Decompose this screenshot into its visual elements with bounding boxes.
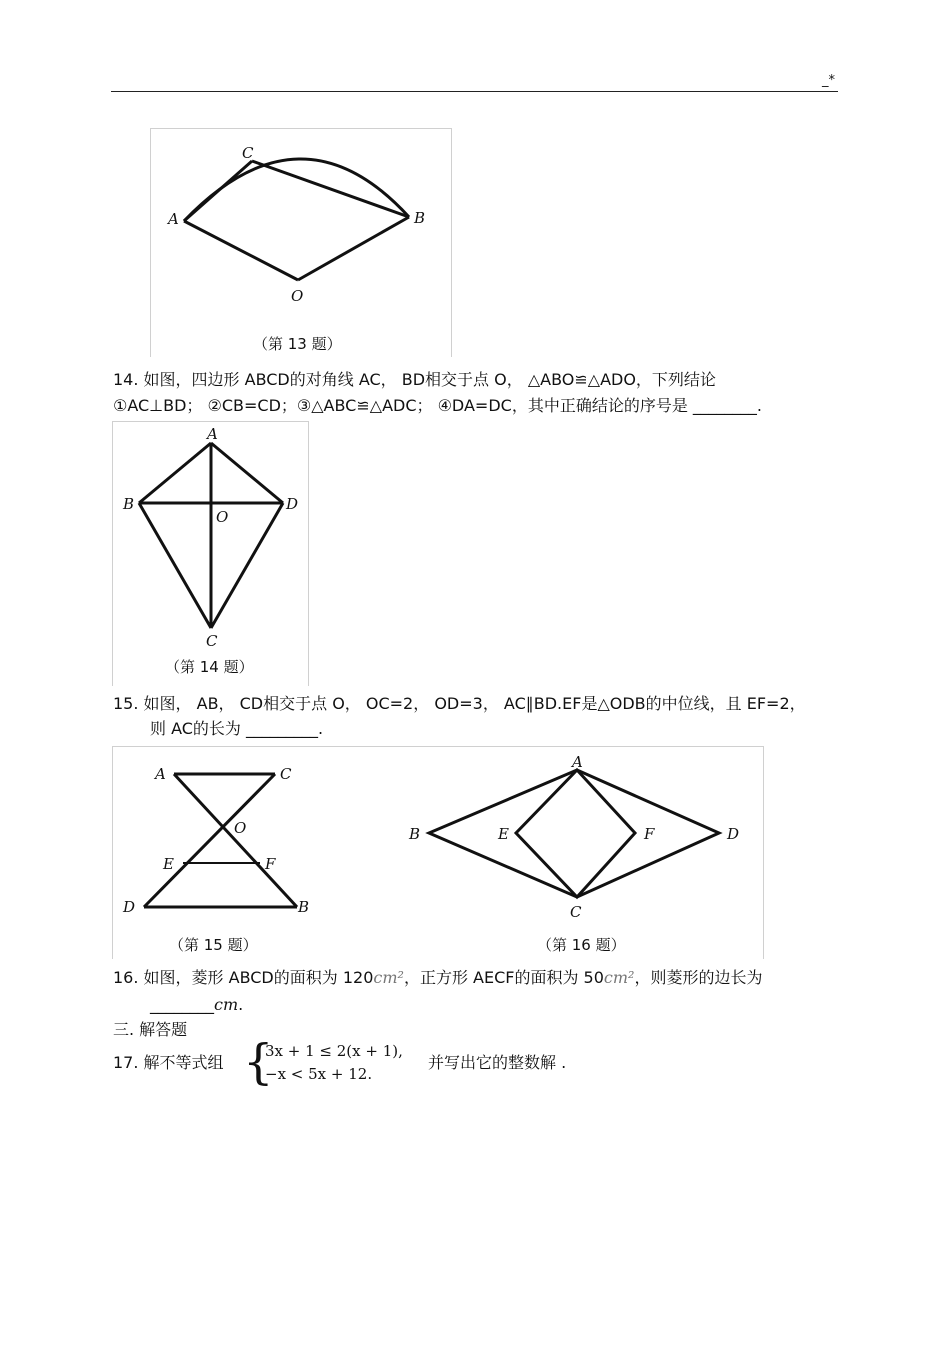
q15-line2: 则 AC的长为 _________. — [150, 719, 324, 738]
fig15-label-o: O — [234, 819, 247, 837]
segment-ac — [184, 161, 252, 221]
q16-end: . — [238, 995, 244, 1014]
figure-15-16-svg — [113, 747, 763, 959]
q16-line1 — [113, 968, 762, 988]
segment-cb — [252, 161, 409, 217]
fig16-label-e: E — [498, 825, 509, 843]
fig15-label-a: A — [155, 765, 166, 783]
figure-16-caption: （第 16 题） — [537, 936, 626, 954]
figure-14-svg — [113, 422, 308, 686]
q16-blank: ________ — [150, 995, 214, 1014]
q16-line2 — [150, 995, 243, 1015]
figure-13-caption: （第 13 题） — [253, 335, 342, 353]
figure-15-16 — [112, 746, 764, 959]
fig16-label-c: C — [570, 903, 582, 921]
q17-suffix: 并写出它的整数解 . — [428, 1053, 567, 1072]
header-mark: _* — [822, 73, 835, 88]
fig15-label-f: F — [265, 855, 276, 873]
figure-14-caption: （第 14 题） — [165, 658, 254, 676]
segment-bc — [139, 503, 211, 628]
label-c: C — [206, 632, 218, 650]
fig15-label-e: E — [163, 855, 174, 873]
fig16-label-f: F — [644, 825, 655, 843]
label-d: D — [286, 495, 299, 513]
q16-unit-cm: cm — [214, 995, 239, 1014]
label-b: B — [123, 495, 135, 513]
q15-line1: 15. 如图， AB， CD相交于点 O， OC=2， OD=3， AC∥BD.EF是△ODB的中位线，且 EF=2， — [113, 694, 806, 713]
q16-text-part3: ，则菱形的边长为 — [634, 968, 763, 987]
fig16-label-b: B — [409, 825, 421, 843]
section-3-title: 三. 解答题 — [113, 1020, 188, 1039]
q16-text-part2: ，正方形 AECF的面积为 50 — [403, 968, 604, 987]
segment-ao — [184, 221, 298, 280]
q17-inequality-2: −x < 5x + 12. — [265, 1065, 373, 1083]
segment-ob — [298, 217, 409, 280]
q16-text-part1: 16. 如图，菱形 ABCD的面积为 120 — [113, 968, 374, 987]
figure-16-lines — [429, 770, 719, 897]
q16-unit2: cm² — [603, 968, 635, 987]
header-rule — [111, 91, 838, 92]
segment-ab — [139, 443, 211, 503]
brace-icon: { — [243, 1034, 274, 1090]
q16-unit1: cm² — [373, 968, 404, 987]
fig15-label-b: B — [298, 898, 310, 916]
figure-13 — [150, 128, 452, 357]
fig15-label-c: C — [280, 765, 292, 783]
q17-inequality-system — [243, 1034, 423, 1090]
fig15-label-d: D — [123, 898, 136, 916]
figure-14 — [112, 421, 309, 686]
q14-line2: ①AC⊥BD； ②CB=CD；③△ABC≌△ADC； ④DA=DC，其中正确结论的序号是 ________. — [113, 396, 762, 415]
label-o: O — [216, 508, 229, 526]
label-b: B — [414, 209, 426, 227]
label-a: A — [207, 425, 218, 443]
label-c: C — [242, 144, 254, 162]
label-a: A — [168, 210, 179, 228]
q14-line1: 14. 如图，四边形 ABCD的对角线 AC， BD相交于点 O， △ABO≌△ADO，下列结论 — [113, 370, 716, 389]
figure-15-lines — [144, 774, 297, 907]
label-o: O — [291, 287, 304, 305]
q17-prefix: 17. 解不等式组 — [113, 1053, 224, 1072]
q17-inequality-1: 3x + 1 ≤ 2(x + 1), — [265, 1042, 403, 1060]
figure-15-caption: （第 15 题） — [169, 936, 258, 954]
fig16-label-d: D — [727, 825, 740, 843]
segment-cd — [144, 774, 275, 907]
rhombus-abcd — [429, 770, 719, 897]
segment-ad — [211, 443, 283, 503]
figure-13-svg — [151, 129, 451, 357]
fig16-label-a: A — [572, 753, 583, 771]
segment-ab — [174, 774, 297, 907]
